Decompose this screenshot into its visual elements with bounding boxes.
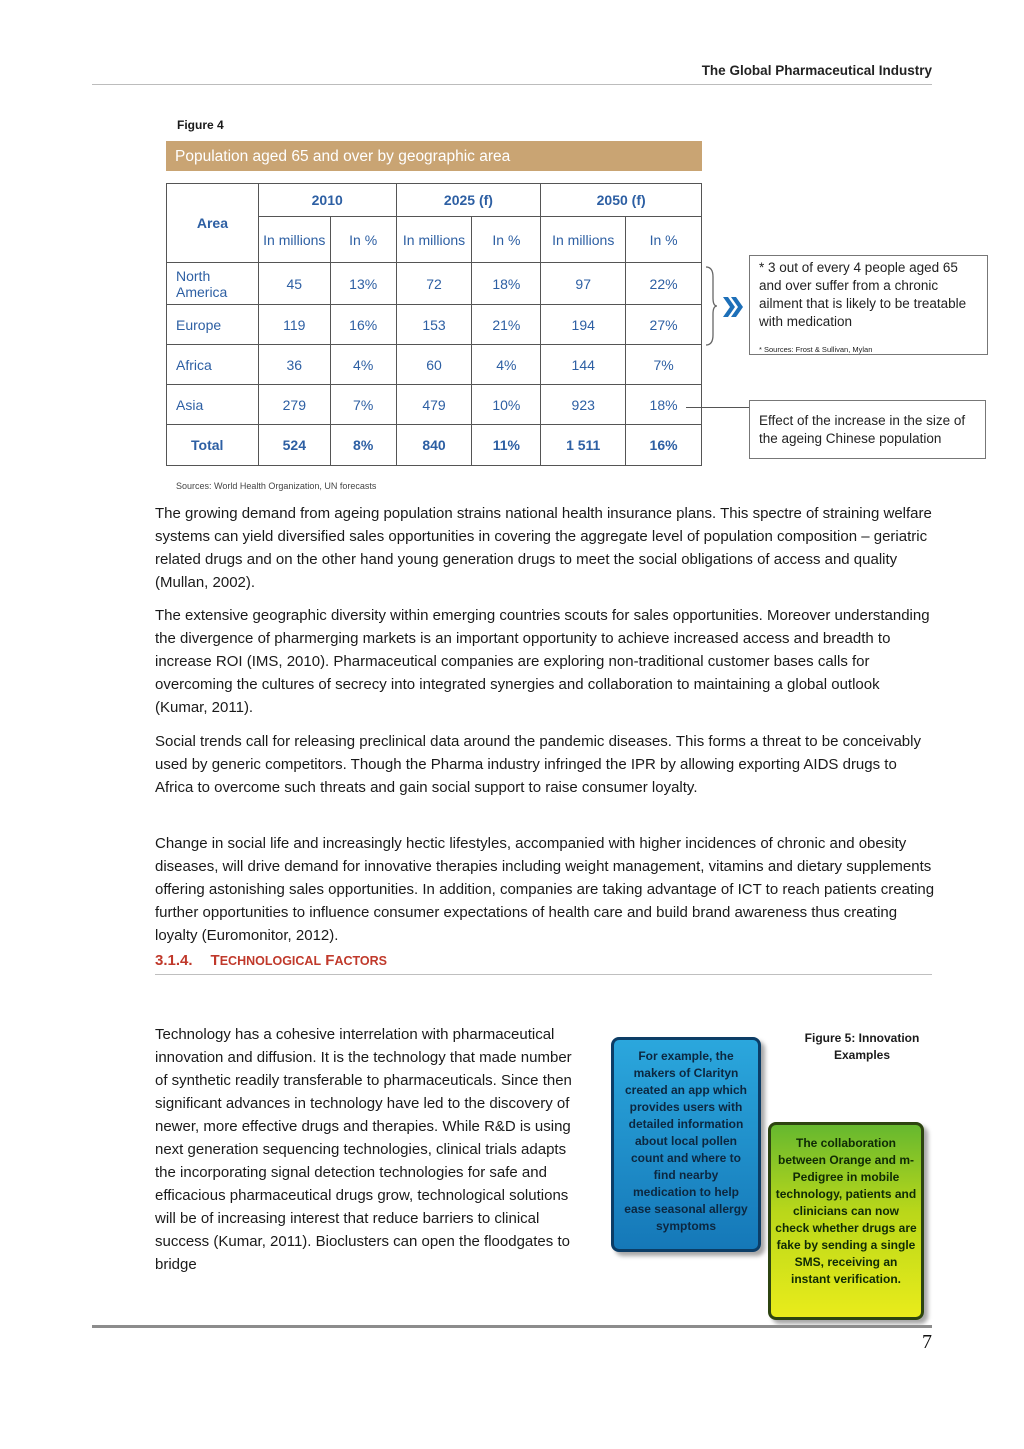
year-header: 2025 (f) bbox=[396, 184, 541, 217]
percent-cell: 13% bbox=[330, 263, 396, 305]
percent-cell: 7% bbox=[626, 345, 702, 385]
paragraph: Change in social life and increasingly hectic lifestyles, accompanied with higher incidences of chronic and obesity diseases, will drive demand for innovative therapies including weight management, vitamins and dietary supplements offering astonishing sales opportunities. In addition, companies are taking advantage of ICT to reach patients creating further opportunities to influence consumer expectations of health care and build brand awareness thus creating loyalty (Euromonitor, 2012). bbox=[155, 835, 935, 944]
unit-header: In % bbox=[626, 217, 702, 263]
clarityn-example-tag: For example, the makers of Clarityn created an app which provides users with detailed information about local pollen count and where to find nearby medication to help ease seasonal allergy symptoms bbox=[611, 1037, 761, 1252]
year-header: 2050 (f) bbox=[541, 184, 702, 217]
section-rule bbox=[155, 974, 932, 975]
callout-source-note: * Sources: Frost & Sullivan, Mylan bbox=[759, 345, 873, 354]
percent-cell: 16% bbox=[330, 305, 396, 345]
double-chevron-right-icon bbox=[722, 296, 744, 318]
running-title: The Global Pharmaceutical Industry bbox=[701, 63, 932, 78]
brace-icon bbox=[704, 265, 718, 347]
population-table bbox=[166, 183, 702, 466]
percent-cell: 4% bbox=[472, 345, 541, 385]
value-cell: 97 bbox=[541, 263, 626, 305]
unit-header: In millions bbox=[396, 217, 472, 263]
chronic-ailment-callout bbox=[749, 255, 988, 355]
area-cell: North America bbox=[167, 263, 259, 305]
value-cell: 524 bbox=[258, 425, 330, 466]
table-row-total bbox=[167, 425, 702, 466]
area-header: Area bbox=[167, 184, 259, 263]
percent-cell: 4% bbox=[330, 345, 396, 385]
percent-cell: 21% bbox=[472, 305, 541, 345]
percent-cell: 18% bbox=[472, 263, 541, 305]
unit-header: In % bbox=[330, 217, 396, 263]
value-cell: 279 bbox=[258, 385, 330, 425]
chinese-population-callout bbox=[749, 400, 986, 459]
table-row bbox=[167, 305, 702, 345]
value-cell: 1 511 bbox=[541, 425, 626, 466]
paragraph: Technology has a cohesive interrelation with pharmaceutical innovation and diffusion. It is the technology that made number of synthetic readily transferable to pharmaceuticals. Since then significant advances in technology have led to the discovery of newer, more effective drugs and therapies. While R&D is using next generation sequencing technologies, clinical trials adapts the incorporating signal detection technologies for safe and efficacious pharmaceutical drugs grow, technological solutions will be of increasing interest that reduce barriers to clinical success (Kumar, 2011). Bioclusters can open the floodgates to bridge bbox=[155, 1026, 572, 1273]
table-row bbox=[167, 385, 702, 425]
percent-cell: 22% bbox=[626, 263, 702, 305]
table-row bbox=[167, 345, 702, 385]
area-cell: Asia bbox=[167, 385, 259, 425]
table-row bbox=[167, 263, 702, 305]
paragraph: The growing demand from ageing population strains national health insurance plans. This spectre of straining welfare systems can yield diversified sales opportunities in covering the aggregate level of population composition – geriatric related drugs and on the other hand young generation drugs to meet the social obligations of access and quality (Mullan, 2002). bbox=[155, 505, 932, 591]
area-cell: Total bbox=[167, 425, 259, 466]
section-title: TECHNOLOGICAL FACTORS bbox=[210, 952, 387, 969]
footer-rule bbox=[92, 1325, 932, 1328]
figure-4-label: Figure 4 bbox=[177, 118, 224, 132]
value-cell: 194 bbox=[541, 305, 626, 345]
value-cell: 36 bbox=[258, 345, 330, 385]
area-cell: Africa bbox=[167, 345, 259, 385]
unit-header: In % bbox=[472, 217, 541, 263]
year-header: 2010 bbox=[258, 184, 396, 217]
paragraph: Social trends call for releasing preclinical data around the pandemic diseases. This forms a threat to be conceivably used by generic competitors. Though the Pharma industry infringed the IPR by allowing exporting AIDS drugs to Africa to overcome such threats and gain social support to raise consumer loyalty. bbox=[155, 733, 921, 796]
figure-4-sources: Sources: World Health Organization, UN forecasts bbox=[176, 481, 377, 491]
percent-cell: 8% bbox=[330, 425, 396, 466]
area-cell: Europe bbox=[167, 305, 259, 345]
section-heading bbox=[155, 952, 387, 969]
callout-connector-line bbox=[686, 407, 749, 408]
value-cell: 144 bbox=[541, 345, 626, 385]
percent-cell: 27% bbox=[626, 305, 702, 345]
percent-cell: 11% bbox=[472, 425, 541, 466]
figure-5-caption: Figure 5: Innovation Examples bbox=[804, 1031, 920, 1062]
percent-cell: 18% bbox=[626, 385, 702, 425]
callout-text: Effect of the increase in the size of the ageing Chinese population bbox=[759, 413, 966, 446]
orange-mpedigree-example-tag: The collaboration between Orange and m-Pedigree in mobile technology, patients and clinicians can now check whether drugs are fake by sending a single SMS, receiving an instant verification. bbox=[768, 1122, 924, 1320]
header-rule bbox=[92, 84, 932, 85]
percent-cell: 7% bbox=[330, 385, 396, 425]
value-cell: 153 bbox=[396, 305, 472, 345]
value-cell: 45 bbox=[258, 263, 330, 305]
paragraph: The extensive geographic diversity within emerging countries scouts for sales opportunities. Moreover understanding the divergence of pharmerging markets is an important opportunity to achieve increased access and breadth to increase ROI (IMS, 2010). Pharmaceutical companies are exploring non-traditional customer bases calls for overcoming the cultures of secrecy into integrated synergies and collaboration to maintaining a global outlook (Kumar, 2011). bbox=[155, 607, 930, 716]
value-cell: 60 bbox=[396, 345, 472, 385]
callout-text: * 3 out of every 4 people aged 65 and over suffer from a chronic ailment that is likely to be treatable with medication bbox=[759, 260, 967, 329]
value-cell: 840 bbox=[396, 425, 472, 466]
figure-4-title: Population aged 65 and over by geographic area bbox=[166, 141, 702, 171]
value-cell: 479 bbox=[396, 385, 472, 425]
value-cell: 119 bbox=[258, 305, 330, 345]
section-number: 3.1.4. bbox=[155, 952, 193, 969]
page-number: 7 bbox=[922, 1331, 932, 1353]
value-cell: 72 bbox=[396, 263, 472, 305]
percent-cell: 10% bbox=[472, 385, 541, 425]
percent-cell: 16% bbox=[626, 425, 702, 466]
unit-header: In millions bbox=[541, 217, 626, 263]
unit-header: In millions bbox=[258, 217, 330, 263]
value-cell: 923 bbox=[541, 385, 626, 425]
